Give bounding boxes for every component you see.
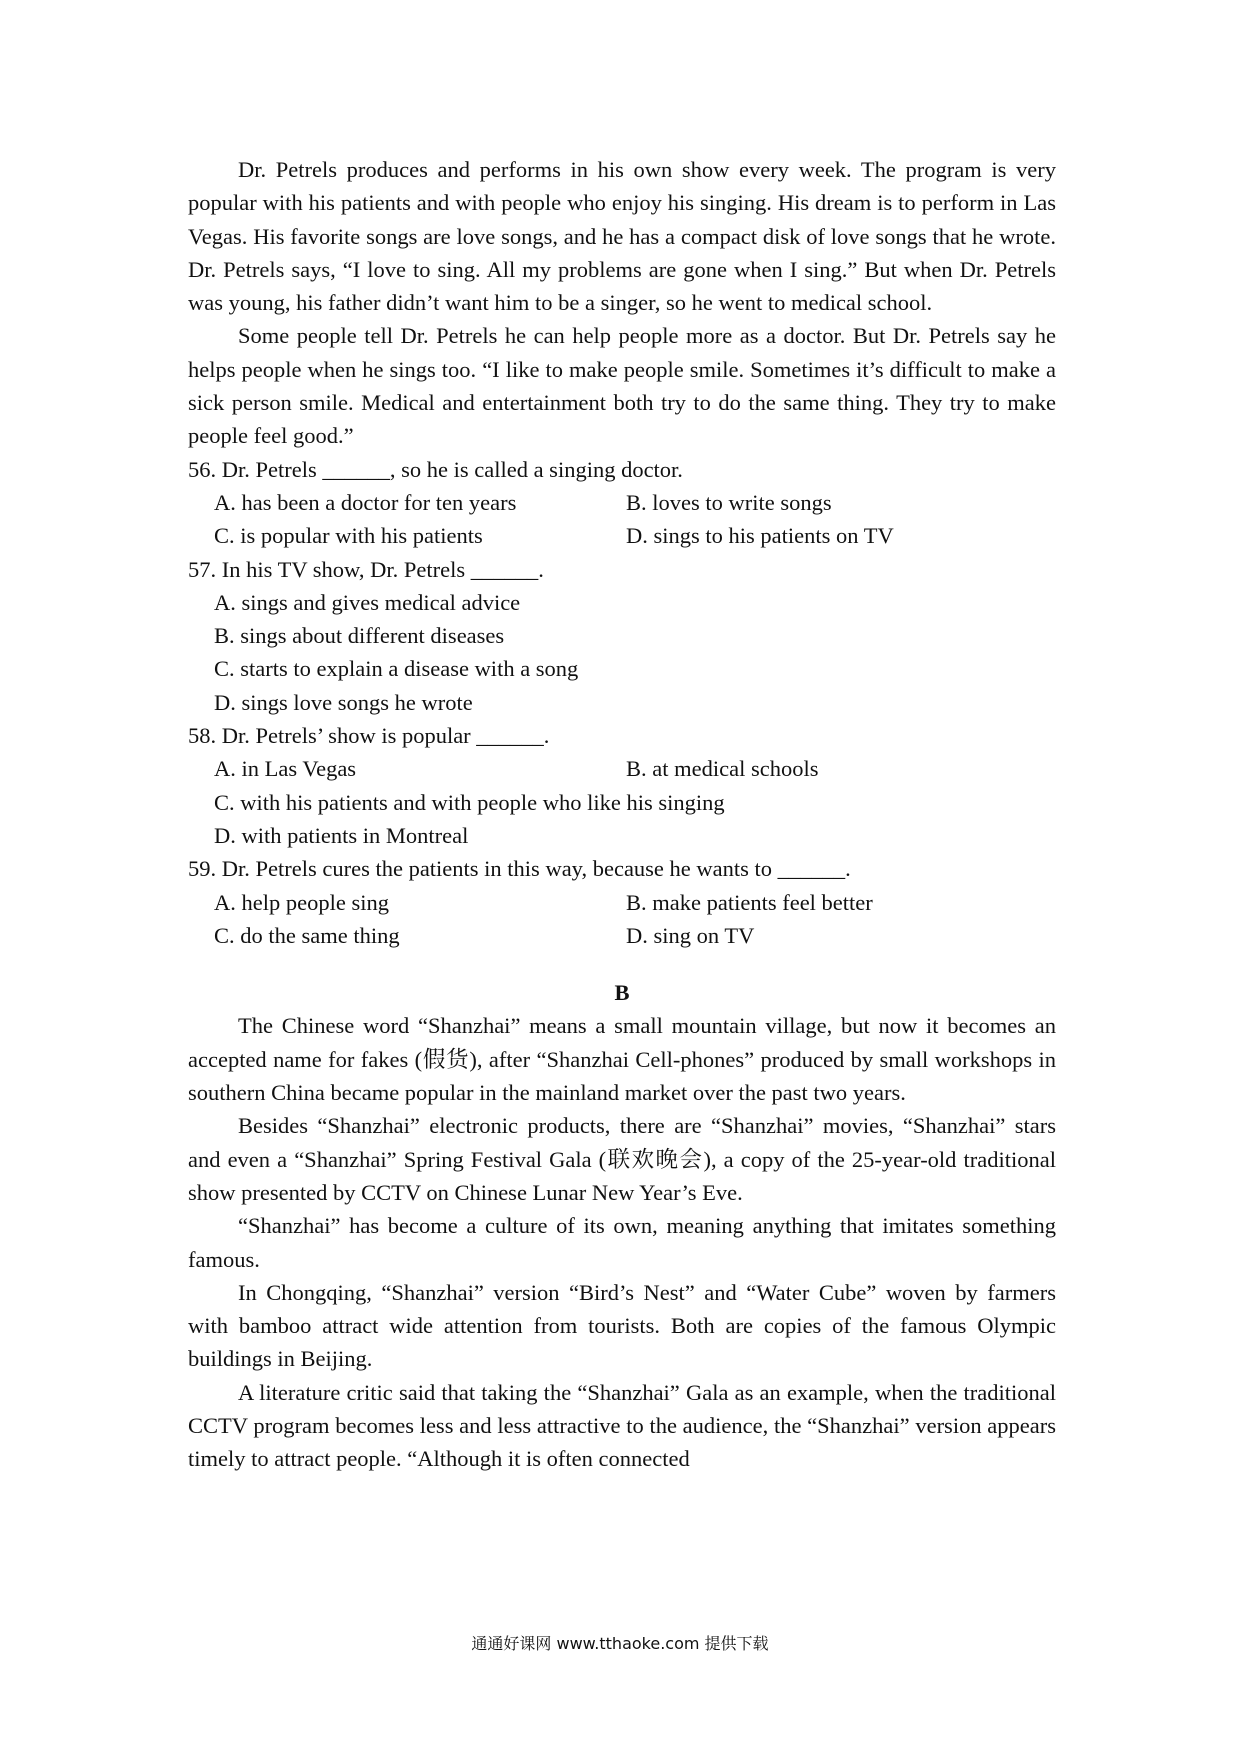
- question-58-option-a: A. in Las Vegas: [214, 756, 357, 782]
- document-page: [188, 153, 1056, 1476]
- question-58-option-b: B. at medical schools: [626, 756, 819, 782]
- question-59-option-d: D. sing on TV: [626, 922, 755, 948]
- question-59-option-c: C. do the same thing: [214, 922, 400, 948]
- question-59-options-row-2: [188, 919, 1056, 952]
- question-57-option-a: A. sings and gives medical advice: [214, 589, 521, 615]
- question-58-option-c: C. with his patients and with people who like his singing: [214, 789, 725, 815]
- question-59-stem: 59. Dr. Petrels cures the patients in this way, because he wants to ______.: [188, 856, 851, 882]
- question-56-option-b: B. loves to write songs: [626, 489, 832, 515]
- question-57-option-d: D. sings love songs he wrote: [214, 689, 473, 715]
- question-56-option-d: D. sings to his patients on TV: [626, 523, 894, 549]
- question-57-option-c: C. starts to explain a disease with a song: [214, 656, 579, 682]
- question-59-options-row-1: [188, 886, 1056, 919]
- question-59-option-a: A. help people sing: [214, 889, 389, 915]
- page-footer: 通通好课网 www.tthaoke.com 提供下载: [471, 1634, 769, 1653]
- passage-a-paragraph-1: Dr. Petrels produces and performs in his own show every week. The program is very popular with his patients and with people who enjoy his singing. His dream is to perform in Las Vegas. His favorite songs are love songs, and he has a compact disk of love songs that he wrote. Dr. Petrels says, “I love to sing. All my problems are gone when I sing.” But when Dr. Petrels was young, his father didn’t want him to be a singer, so he went to medical school.: [188, 157, 1056, 316]
- question-58-option-d: D. with patients in Montreal: [214, 822, 469, 848]
- section-b-heading: B: [614, 980, 630, 1006]
- passage-b-paragraph-3: “Shanzhai” has become a culture of its own, meaning anything that imitates something famous.: [188, 1213, 1056, 1272]
- question-56-options-row-1: [188, 486, 1056, 519]
- question-59-option-b: B. make patients feel better: [626, 889, 873, 915]
- question-58-options-row-1: [188, 752, 1056, 785]
- passage-b-paragraph-1: The Chinese word “Shanzhai” means a small mountain village, but now it becomes an accepted name for fakes (假货), after “Shanzhai Cell-phones” produced by small workshops in southern China became popular in the mainland market over the past two years.: [188, 1013, 1056, 1106]
- question-56-option-a: A. has been a doctor for ten years: [214, 489, 517, 515]
- question-58-stem: 58. Dr. Petrels’ show is popular ______.: [188, 723, 550, 749]
- passage-b-paragraph-5: A literature critic said that taking the “Shanzhai” Gala as an example, when the traditional CCTV program becomes less and less attractive to the audience, the “Shanzhai” version appears timely to attract people. “Although it is often connected: [188, 1379, 1056, 1472]
- question-56-option-c: C. is popular with his patients: [214, 523, 483, 549]
- passage-b-paragraph-2: Besides “Shanzhai” electronic products, there are “Shanzhai” movies, “Shanzhai” stars and even a “Shanzhai” Spring Festival Gala (联欢晚会), a copy of the 25-year-old traditional show presented by CCTV on Chinese Lunar New Year’s Eve.: [188, 1113, 1056, 1205]
- question-57-option-b: B. sings about different diseases: [214, 623, 505, 649]
- question-56-options-row-2: [188, 519, 1056, 552]
- passage-a-paragraph-2: Some people tell Dr. Petrels he can help people more as a doctor. But Dr. Petrels say he helps people when he sings too. “I like to make people smile. Sometimes it’s difficult to make a sick person smile. Medical and entertainment both try to do the same thing. They try to make people feel good.”: [188, 323, 1056, 449]
- passage-b-paragraph-4: In Chongqing, “Shanzhai” version “Bird’s Nest” and “Water Cube” woven by farmers with bamboo attract wide attention from tourists. Both are copies of the famous Olympic buildings in Beijing.: [188, 1279, 1056, 1372]
- question-56-stem: 56. Dr. Petrels ______, so he is called a singing doctor.: [188, 456, 683, 482]
- question-57-stem: 57. In his TV show, Dr. Petrels ______.: [188, 556, 544, 582]
